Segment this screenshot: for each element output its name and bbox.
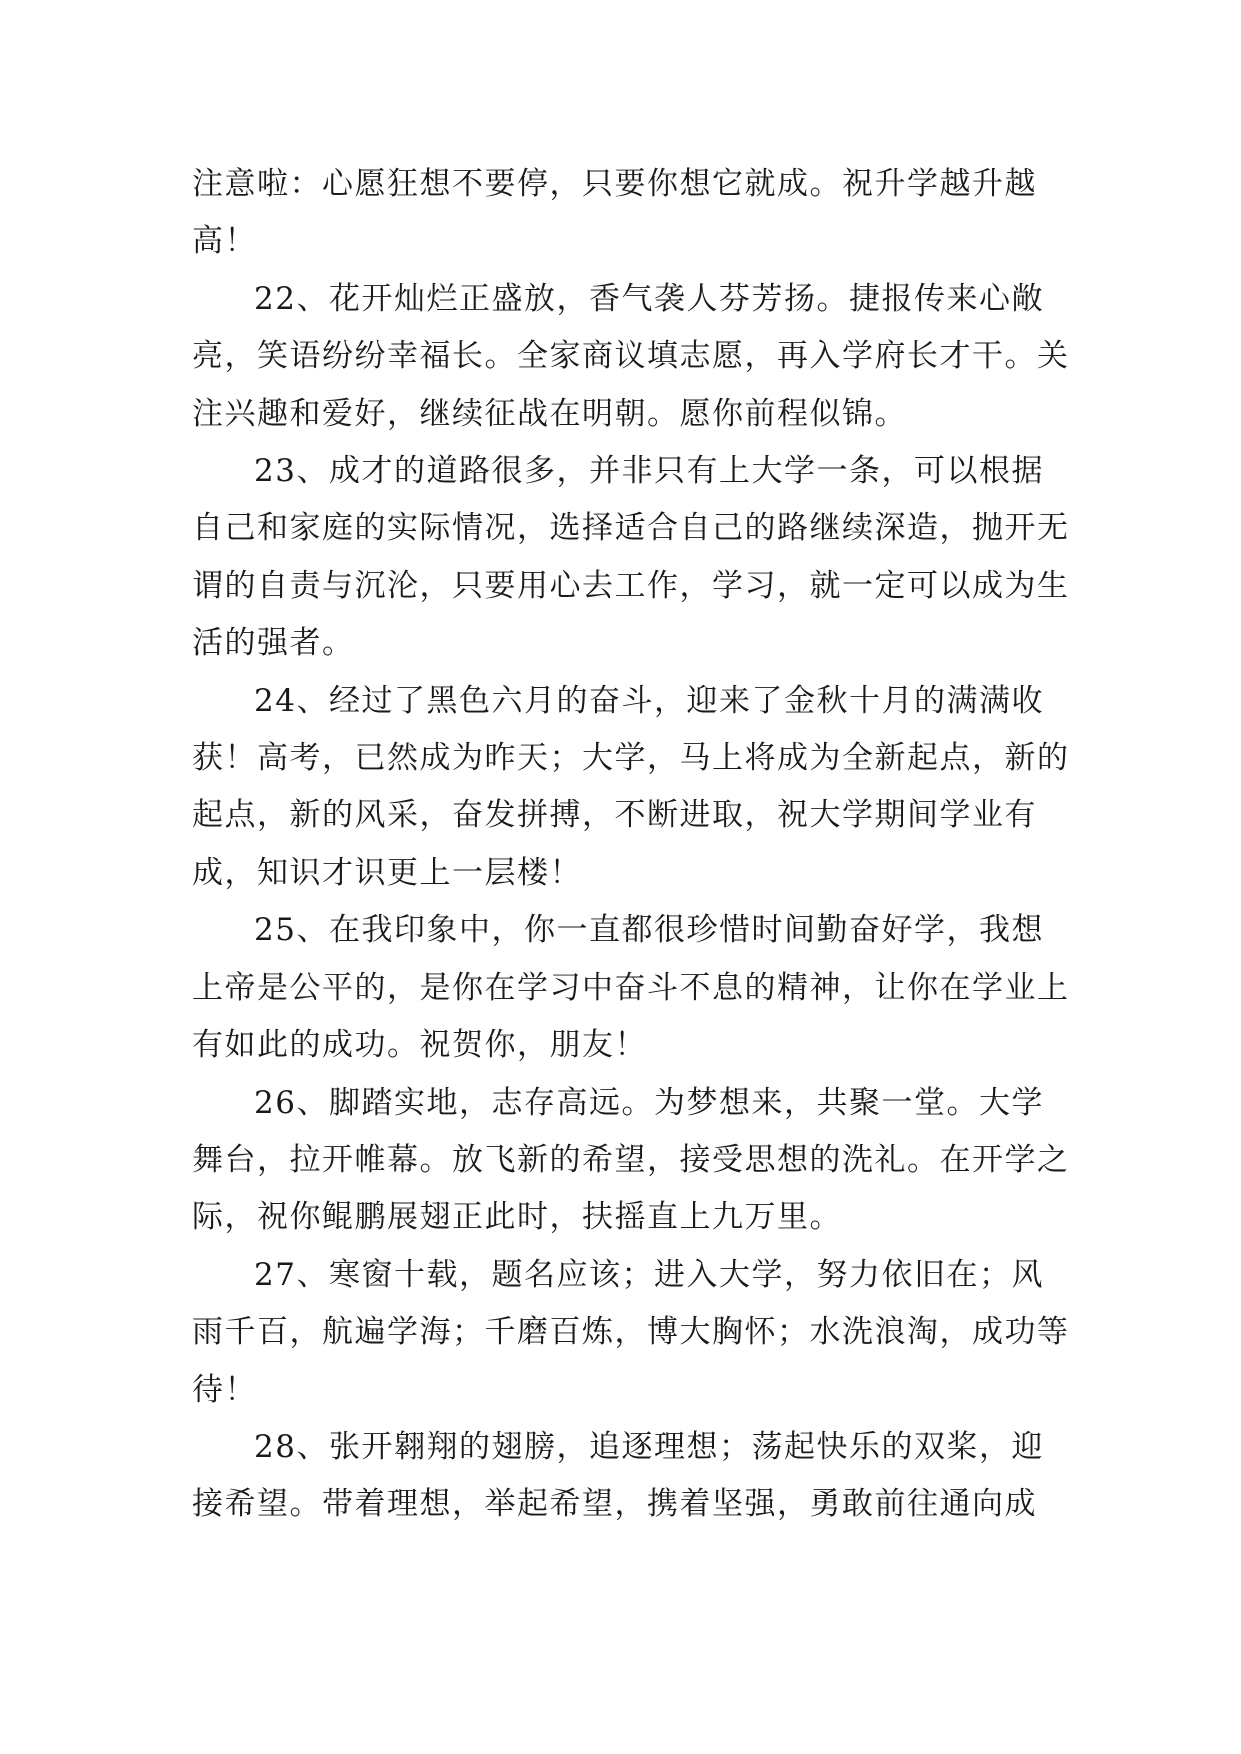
body-text <box>192 156 1072 1534</box>
paragraph-23: 23、成才的道路很多，并非只有上大学一条，可以根据自己和家庭的实际情况，选择适合自己的路继续深造，抛开无谓的自责与沉沦，只要用心去工作，学习，就一定可以成为生活的强者。 <box>192 453 1070 662</box>
paragraph-22: 22、花开灿烂正盛放，香气袭人芬芳扬。捷报传来心敞亮，笑语纷纷幸福长。全家商议填志愿，再入学府长才干。关注兴趣和爱好，继续征战在明朝。愿你前程似锦。 <box>192 280 1070 432</box>
paragraph-28: 28、张开翱翔的翅膀，追逐理想；荡起快乐的双桨，迎接希望。带着理想，举起希望，携着坚强，勇敢前往通向成 <box>192 1428 1044 1523</box>
paragraph-27: 27、寒窗十载，题名应该；进入大学，努力依旧在；风雨千百，航遍学海；千磨百炼，博大胸怀；水洗浪淘，成功等待！ <box>192 1256 1070 1408</box>
paragraph-26: 26、脚踏实地，志存高远。为梦想来，共聚一堂。大学舞台，拉开帷幕。放飞新的希望，接受思想的洗礼。在开学之际，祝你鲲鹏展翅正此时，扶摇直上九万里。 <box>192 1084 1070 1236</box>
paragraph-continued: 注意啦：心愿狂想不要停，只要你想它就成。祝升学越升越高！ <box>192 166 1037 260</box>
paragraph-24: 24、经过了黑色六月的奋斗，迎来了金秋十月的满满收获！高考，已然成为昨天；大学，马上将成为全新起点，新的起点，新的风采，奋发拼搏，不断进取，祝大学期间学业有成，知识才识更上一层楼！ <box>192 682 1070 891</box>
paragraph-25: 25、在我印象中，你一直都很珍惜时间勤奋好学，我想上帝是公平的，是你在学习中奋斗不息的精神，让你在学业上有如此的成功。祝贺你，朋友！ <box>192 912 1070 1064</box>
